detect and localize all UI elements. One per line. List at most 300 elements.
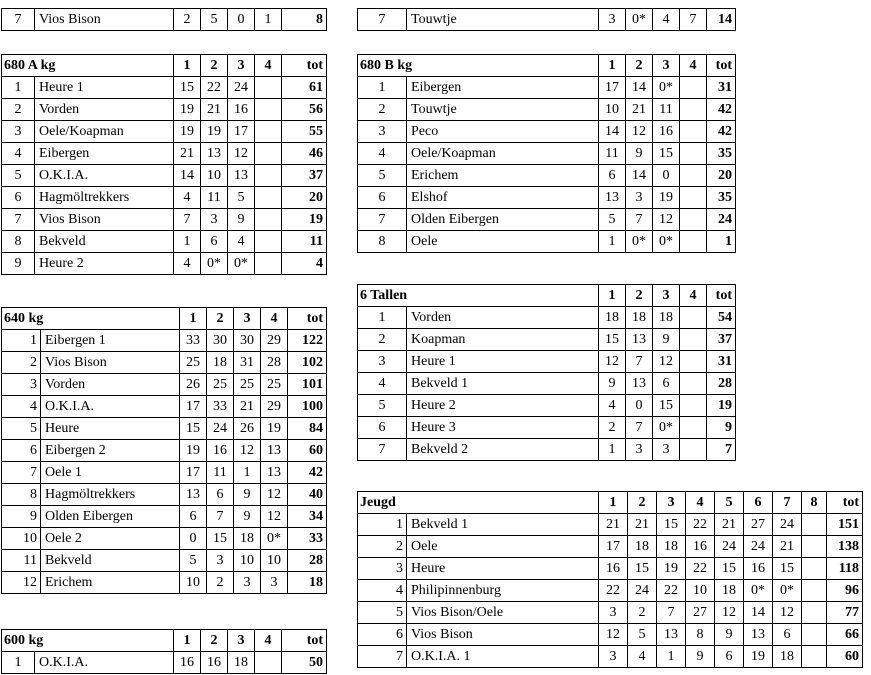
rank-cell: 5 [2, 165, 35, 187]
score-cell: 5 [599, 209, 626, 231]
score-cell: 0* [653, 417, 680, 439]
score-cell: 3 [234, 572, 261, 594]
table-row [2, 440, 327, 462]
rank-cell: 9 [2, 506, 41, 528]
total-cell: 7 [707, 439, 736, 461]
table-row [358, 624, 863, 646]
score-cell: 6 [773, 624, 802, 646]
score-cell [680, 187, 707, 209]
table-title: Jeugd [358, 492, 599, 514]
score-cell: 6 [207, 484, 234, 506]
total-cell: 18 [288, 572, 327, 594]
standings-table-680a [1, 54, 327, 275]
table-row [358, 395, 736, 417]
score-cell: 18 [599, 307, 626, 329]
score-cell [255, 187, 282, 209]
table-row [2, 652, 327, 674]
table-row [358, 536, 863, 558]
score-cell: 14 [626, 165, 653, 187]
team-name-cell: O.K.I.A. [35, 165, 174, 187]
team-name-cell: Heure [407, 558, 599, 580]
score-cell [255, 121, 282, 143]
rank-cell: 7 [2, 9, 35, 31]
round-header: 2 [626, 55, 653, 77]
rank-cell: 3 [358, 351, 407, 373]
table-row [2, 209, 327, 231]
table-row [2, 187, 327, 209]
rank-cell: 7 [358, 9, 407, 31]
score-cell: 21 [234, 396, 261, 418]
round-header: 2 [201, 630, 228, 652]
total-cell: 42 [288, 462, 327, 484]
rank-cell: 4 [358, 373, 407, 395]
score-cell [680, 351, 707, 373]
score-cell: 4 [228, 231, 255, 253]
score-cell [680, 143, 707, 165]
score-cell: 16 [174, 652, 201, 674]
table-row [2, 99, 327, 121]
team-name-cell: Vorden [35, 99, 174, 121]
rank-cell: 2 [2, 352, 41, 374]
score-cell: 13 [744, 624, 773, 646]
total-cell: 35 [707, 143, 736, 165]
table-row [2, 9, 327, 31]
table-row [2, 121, 327, 143]
score-cell: 9 [234, 484, 261, 506]
rank-cell: 1 [2, 77, 35, 99]
score-cell: 15 [599, 329, 626, 351]
total-cell: 33 [288, 528, 327, 550]
score-cell: 16 [201, 652, 228, 674]
rank-cell: 8 [358, 231, 407, 253]
table-row [2, 352, 327, 374]
rank-cell: 7 [2, 209, 35, 231]
score-cell: 4 [174, 187, 201, 209]
table-header-row [358, 492, 863, 514]
total-cell: 31 [707, 77, 736, 99]
score-cell: 13 [657, 624, 686, 646]
table-row [2, 572, 327, 594]
total-cell: 34 [288, 506, 327, 528]
score-cell: 13 [228, 165, 255, 187]
standings-table-jeugd [357, 491, 863, 668]
score-cell: 24 [773, 514, 802, 536]
team-name-cell: Oele/Koapman [407, 143, 599, 165]
score-cell: 26 [234, 418, 261, 440]
total-cell: 84 [288, 418, 327, 440]
team-name-cell: Hagmöltrekkers [35, 187, 174, 209]
table-title: 600 kg [2, 630, 174, 652]
team-name-cell: Heure 1 [35, 77, 174, 99]
score-cell [680, 373, 707, 395]
rank-cell: 5 [358, 602, 407, 624]
table-row [358, 329, 736, 351]
score-cell: 16 [744, 558, 773, 580]
round-header: 2 [207, 308, 234, 330]
score-cell: 17 [228, 121, 255, 143]
score-cell: 10 [201, 165, 228, 187]
rank-cell: 1 [358, 307, 407, 329]
team-name-cell: O.K.I.A. [35, 652, 174, 674]
table-row [358, 646, 863, 668]
table-row [358, 439, 736, 461]
score-cell [680, 307, 707, 329]
team-name-cell: Vios Bison/Oele [407, 602, 599, 624]
score-cell: 29 [261, 330, 288, 352]
score-cell [255, 165, 282, 187]
total-cell: 54 [707, 307, 736, 329]
rank-cell: 12 [2, 572, 41, 594]
table-title: 6 Tallen [358, 285, 599, 307]
total-cell: 100 [288, 396, 327, 418]
table-row [2, 396, 327, 418]
team-name-cell: Olden Eibergen [41, 506, 180, 528]
rank-cell: 10 [2, 528, 41, 550]
total-cell: 20 [707, 165, 736, 187]
total-cell: 19 [282, 209, 327, 231]
score-cell: 18 [628, 536, 657, 558]
rank-cell: 1 [358, 514, 407, 536]
score-cell: 14 [174, 165, 201, 187]
rank-cell: 3 [358, 558, 407, 580]
score-cell: 0* [653, 77, 680, 99]
score-cell: 6 [599, 165, 626, 187]
team-name-cell: Vorden [407, 307, 599, 329]
score-cell: 9 [715, 624, 744, 646]
rank-cell: 8 [2, 484, 41, 506]
table-row [2, 143, 327, 165]
table-header-row [358, 285, 736, 307]
rank-cell: 7 [2, 462, 41, 484]
rank-cell: 8 [2, 231, 35, 253]
score-cell: 19 [201, 121, 228, 143]
score-cell [680, 165, 707, 187]
total-cell: 24 [707, 209, 736, 231]
round-header: 3 [228, 630, 255, 652]
score-cell: 6 [201, 231, 228, 253]
score-cell: 12 [599, 624, 628, 646]
total-cell: 28 [288, 550, 327, 572]
score-cell: 12 [626, 121, 653, 143]
table-row [358, 417, 736, 439]
table-row [358, 99, 736, 121]
table-title: 680 B kg [358, 55, 599, 77]
score-cell: 21 [626, 99, 653, 121]
rank-cell: 2 [2, 99, 35, 121]
score-cell: 5 [628, 624, 657, 646]
score-cell [680, 99, 707, 121]
score-cell: 14 [599, 121, 626, 143]
table-row [358, 143, 736, 165]
total-cell: 60 [288, 440, 327, 462]
score-cell: 5 [228, 187, 255, 209]
score-cell [255, 143, 282, 165]
score-cell: 18 [626, 307, 653, 329]
total-cell: 42 [707, 99, 736, 121]
score-cell: 7 [680, 9, 707, 31]
score-cell [255, 231, 282, 253]
score-cell: 12 [773, 602, 802, 624]
score-cell: 0* [201, 253, 228, 275]
total-cell: 19 [707, 395, 736, 417]
score-cell: 22 [657, 580, 686, 602]
team-name-cell: Philipinnenburg [407, 580, 599, 602]
score-cell: 25 [180, 352, 207, 374]
score-cell: 25 [234, 374, 261, 396]
score-cell: 0* [261, 528, 288, 550]
table-row [2, 418, 327, 440]
score-cell: 19 [744, 646, 773, 668]
score-cell: 15 [653, 143, 680, 165]
total-header: tot [282, 55, 327, 77]
rank-cell: 6 [358, 624, 407, 646]
total-cell: 9 [707, 417, 736, 439]
score-cell [680, 417, 707, 439]
score-cell: 16 [207, 440, 234, 462]
score-cell: 17 [599, 536, 628, 558]
standings-table-6tallen [357, 284, 736, 461]
table-row [358, 514, 863, 536]
score-cell: 11 [599, 143, 626, 165]
score-cell: 9 [234, 506, 261, 528]
score-cell: 17 [180, 396, 207, 418]
score-cell: 17 [180, 462, 207, 484]
team-name-cell: Vios Bison [35, 9, 174, 31]
score-cell: 0 [626, 395, 653, 417]
total-cell: 28 [707, 373, 736, 395]
team-name-cell: Eibergen 1 [41, 330, 180, 352]
round-header: 8 [802, 492, 827, 514]
round-header: 4 [261, 308, 288, 330]
score-cell: 21 [201, 99, 228, 121]
score-cell: 7 [626, 417, 653, 439]
table-row [358, 165, 736, 187]
score-cell: 9 [686, 646, 715, 668]
round-header: 2 [626, 285, 653, 307]
score-cell: 12 [653, 209, 680, 231]
score-cell: 11 [653, 99, 680, 121]
table-row [2, 506, 327, 528]
team-name-cell: Heure 1 [407, 351, 599, 373]
round-header: 2 [201, 55, 228, 77]
score-cell: 27 [686, 602, 715, 624]
score-cell: 5 [180, 550, 207, 572]
score-cell: 13 [180, 484, 207, 506]
score-cell: 3 [599, 646, 628, 668]
total-header: tot [827, 492, 863, 514]
score-cell: 2 [599, 417, 626, 439]
score-cell: 18 [228, 652, 255, 674]
rank-cell: 2 [358, 536, 407, 558]
team-name-cell: Heure 2 [407, 395, 599, 417]
score-cell: 22 [686, 514, 715, 536]
score-cell: 6 [715, 646, 744, 668]
table-row [358, 9, 736, 31]
total-cell: 61 [282, 77, 327, 99]
total-cell: 1 [707, 231, 736, 253]
score-cell: 31 [234, 352, 261, 374]
team-name-cell: Peco [407, 121, 599, 143]
total-cell: 20 [282, 187, 327, 209]
standings-table-640 [1, 307, 327, 594]
score-cell: 13 [261, 440, 288, 462]
score-cell [802, 558, 827, 580]
total-cell: 66 [827, 624, 863, 646]
score-cell: 4 [174, 253, 201, 275]
score-cell: 1 [599, 231, 626, 253]
round-header: 3 [653, 285, 680, 307]
score-cell: 7 [207, 506, 234, 528]
rank-cell: 1 [358, 77, 407, 99]
score-cell: 18 [773, 646, 802, 668]
table-row [2, 231, 327, 253]
score-cell: 22 [201, 77, 228, 99]
team-name-cell: Heure 3 [407, 417, 599, 439]
score-cell [802, 624, 827, 646]
team-name-cell: Touwtje [407, 9, 599, 31]
score-cell: 10 [261, 550, 288, 572]
score-cell: 7 [626, 351, 653, 373]
table-title: 680 A kg [2, 55, 174, 77]
score-cell: 0* [653, 231, 680, 253]
score-cell: 12 [653, 351, 680, 373]
score-cell: 18 [653, 307, 680, 329]
table-row [2, 77, 327, 99]
team-name-cell: Heure 2 [35, 253, 174, 275]
total-cell: 60 [827, 646, 863, 668]
rank-cell: 4 [358, 143, 407, 165]
score-cell: 1 [234, 462, 261, 484]
score-cell: 4 [653, 9, 680, 31]
score-cell: 19 [174, 99, 201, 121]
round-header: 1 [180, 308, 207, 330]
score-cell: 12 [261, 506, 288, 528]
rank-cell: 3 [2, 121, 35, 143]
team-name-cell: Eibergen [407, 77, 599, 99]
score-cell: 22 [599, 580, 628, 602]
score-cell [680, 231, 707, 253]
round-header: 2 [628, 492, 657, 514]
rank-cell: 4 [358, 580, 407, 602]
total-cell: 11 [282, 231, 327, 253]
score-cell: 12 [228, 143, 255, 165]
score-cell: 16 [228, 99, 255, 121]
score-cell: 12 [599, 351, 626, 373]
score-cell: 25 [261, 374, 288, 396]
team-name-cell: Oele [407, 231, 599, 253]
score-cell [255, 209, 282, 231]
total-cell: 138 [827, 536, 863, 558]
score-cell: 6 [653, 373, 680, 395]
rank-cell: 9 [2, 253, 35, 275]
total-cell: 31 [707, 351, 736, 373]
score-cell: 0* [773, 580, 802, 602]
score-cell: 15 [628, 558, 657, 580]
rank-cell: 1 [2, 652, 35, 674]
score-cell: 18 [657, 536, 686, 558]
total-cell: 55 [282, 121, 327, 143]
score-cell: 33 [180, 330, 207, 352]
standings-table-600 [1, 629, 327, 674]
score-cell: 7 [626, 209, 653, 231]
total-header: tot [707, 55, 736, 77]
total-cell: 151 [827, 514, 863, 536]
table-row [358, 580, 863, 602]
score-cell: 12 [715, 602, 744, 624]
score-cell: 0* [744, 580, 773, 602]
score-cell: 0* [228, 253, 255, 275]
score-cell: 13 [626, 329, 653, 351]
score-cell: 24 [744, 536, 773, 558]
score-cell: 19 [174, 121, 201, 143]
round-header: 6 [744, 492, 773, 514]
total-cell: 118 [827, 558, 863, 580]
team-name-cell: O.K.I.A. 1 [407, 646, 599, 668]
score-cell: 21 [174, 143, 201, 165]
score-cell: 10 [234, 550, 261, 572]
team-name-cell: Oele [407, 536, 599, 558]
team-name-cell: Oele/Koapman [35, 121, 174, 143]
team-name-cell: Erichem [407, 165, 599, 187]
score-cell: 10 [180, 572, 207, 594]
rank-cell: 6 [358, 417, 407, 439]
rank-cell: 5 [358, 395, 407, 417]
total-cell: 8 [282, 9, 327, 31]
score-cell: 0* [626, 231, 653, 253]
team-name-cell: Touwtje [407, 99, 599, 121]
table-row [2, 253, 327, 275]
score-cell: 11 [207, 462, 234, 484]
score-cell [802, 536, 827, 558]
score-cell: 0 [228, 9, 255, 31]
score-cell: 18 [715, 580, 744, 602]
table-row [358, 602, 863, 624]
score-cell: 29 [261, 396, 288, 418]
score-cell: 0 [653, 165, 680, 187]
score-cell: 7 [174, 209, 201, 231]
score-cell: 14 [744, 602, 773, 624]
table-row [358, 209, 736, 231]
score-cell: 15 [653, 395, 680, 417]
score-cell: 3 [261, 572, 288, 594]
score-cell: 1 [657, 646, 686, 668]
score-cell: 3 [626, 439, 653, 461]
score-cell: 26 [180, 374, 207, 396]
table-row [2, 374, 327, 396]
rank-cell: 1 [2, 330, 41, 352]
score-cell: 16 [686, 536, 715, 558]
score-cell: 24 [207, 418, 234, 440]
table-row [2, 165, 327, 187]
score-cell [680, 439, 707, 461]
team-name-cell: O.K.I.A. [41, 396, 180, 418]
score-cell: 19 [657, 558, 686, 580]
round-header: 1 [174, 630, 201, 652]
score-cell: 21 [715, 514, 744, 536]
score-cell: 2 [174, 9, 201, 31]
score-cell: 28 [261, 352, 288, 374]
total-header: tot [288, 308, 327, 330]
score-cell: 21 [599, 514, 628, 536]
table-header-row [358, 55, 736, 77]
table-header-row [2, 55, 327, 77]
total-cell: 56 [282, 99, 327, 121]
score-cell: 2 [207, 572, 234, 594]
round-header: 5 [715, 492, 744, 514]
score-cell [802, 602, 827, 624]
score-cell: 0 [180, 528, 207, 550]
table-row [2, 462, 327, 484]
